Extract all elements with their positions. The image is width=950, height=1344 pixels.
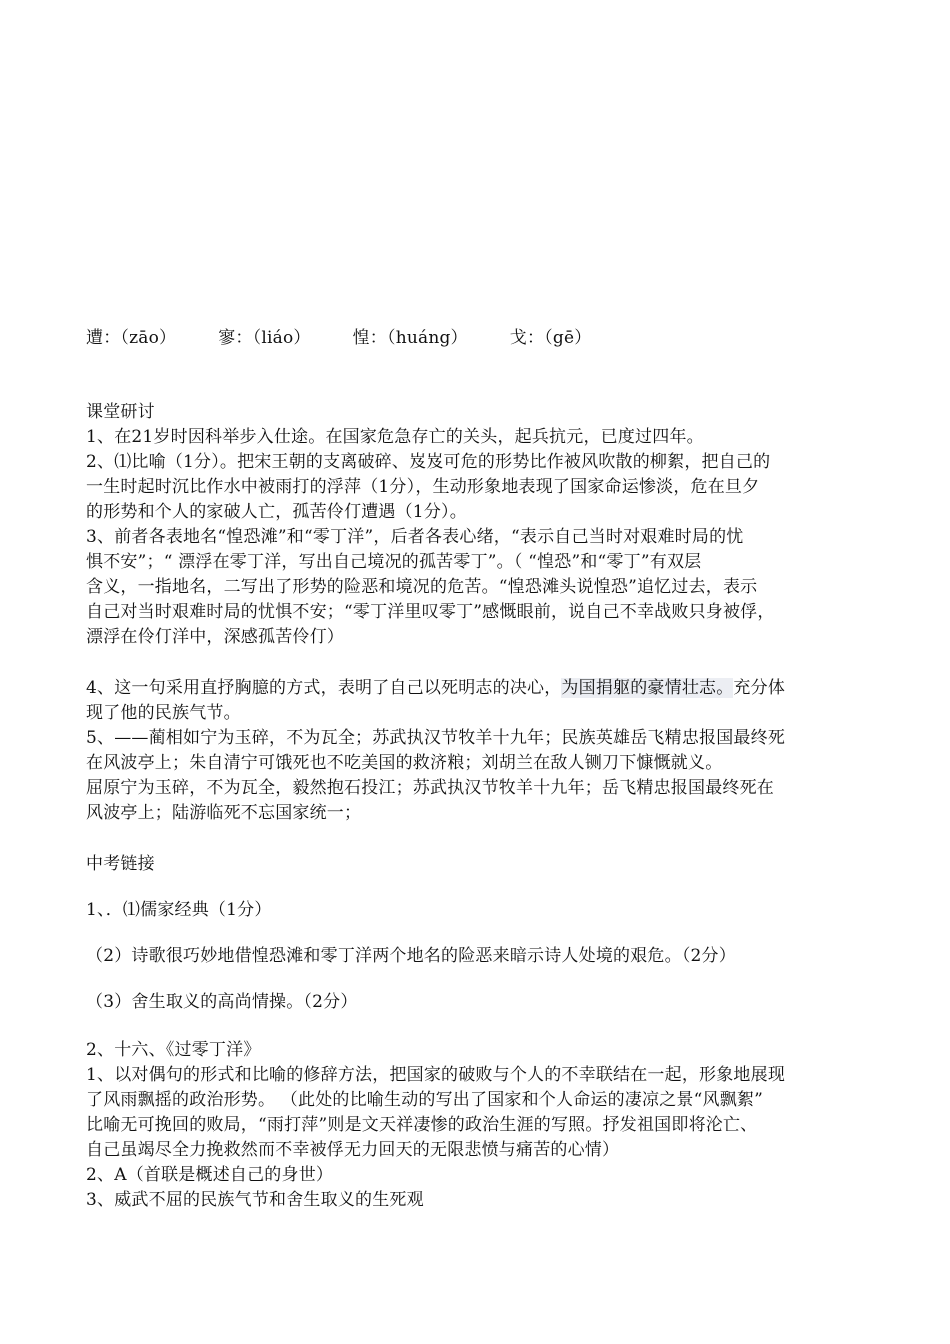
paragraph-line: 自己对当时艰难时局的忧惧不安；“零丁洋里叹零丁”感慨眼前，说自己不幸战败只身被俘，: [86, 602, 775, 622]
paragraph-line: 1、．⑴儒家经典（1分）: [86, 900, 272, 920]
paragraph-line: 2、十六、《过零丁洋》: [86, 1040, 261, 1060]
item4-text: 4、这一句采用直抒胸臆的方式，表明了自己以死明志的决心，: [86, 678, 562, 698]
paragraph-line: 屈原宁为玉碎，不为瓦全，毅然抱石投江；苏武执汉节牧羊十九年；岳飞精忠报国最终死在: [86, 778, 774, 798]
pinyin-item: 寥：（liáo）: [218, 328, 311, 348]
highlighted-text: 为国捐躯的豪情壮志。: [561, 678, 734, 698]
pinyin-item: 戈：（gē）: [509, 328, 592, 348]
paragraph-line: 2、⑴比喻（1分）。把宋王朝的支离破碎、岌岌可危的形势比作被风吹散的柳絮，把自己的: [86, 452, 771, 472]
paragraph-line: 1、以对偶句的形式和比喻的修辞方法，把国家的破败与个人的不幸联结在一起，形象地展现: [86, 1065, 786, 1085]
paragraph-line: 了风雨飘摇的政治形势。 （此处的比喻生动的写出了国家和个人命运的凄凉之景“风飘絮”: [86, 1090, 763, 1110]
paragraph-line: 1、在21岁时因科举步入仕途。在国家危急存亡的关头，起兵抗元，已度过四年。: [86, 427, 704, 447]
paragraph-line: 2、A（首联是概述自己的身世）: [86, 1165, 334, 1185]
paragraph-line: （2）诗歌很巧妙地借惶恐滩和零丁洋两个地名的险恶来暗示诗人处境的艰危。（2分）: [86, 946, 736, 966]
paragraph-line: 一生时起时沉比作水中被雨打的浮萍（1分），生动形象地表现了国家命运惨淡，危在旦夕: [86, 477, 760, 497]
paragraph-line: 的形势和个人的家破人亡，孤苦伶仃遭遇（1分）。: [86, 502, 467, 522]
paragraph-line-item4: [86, 676, 910, 700]
paragraph-line: （3）舍生取义的高尚情操。（2分）: [86, 992, 358, 1012]
paragraph-line: 自己虽竭尽全力挽救然而不幸被俘无力回天的无限悲愤与痛苦的心情）: [86, 1140, 620, 1160]
paragraph-line: 含义，一指地名，二写出了形势的险恶和境况的危苦。“惶恐滩头说惶恐”追忆过去，表示: [86, 577, 758, 597]
paragraph-line: 现了他的民族气节。: [86, 703, 241, 723]
pinyin-item: 惶：（huáng）: [352, 328, 468, 348]
paragraph-line: 惧不安”；“ 漂浮在零丁洋，写出自己境况的孤苦零丁”。（ “惶恐”和“零丁”有双层: [86, 552, 702, 572]
paragraph-line: 漂浮在伶仃洋中，深感孤苦伶仃）: [86, 627, 344, 647]
paragraph-line: 比喻无可挽回的败局，“雨打萍”则是文天祥凄惨的政治生涯的写照。抒发祖国即将沦亡、: [86, 1115, 758, 1135]
pinyin-row: [86, 326, 910, 350]
paragraph-line: 5、——蔺相如宁为玉碎，不为瓦全；苏武执汉节牧羊十九年；民族英雄岳飞精忠报国最终死: [86, 728, 786, 748]
paragraph-line: 3、前者各表地名“惶恐滩”和“零丁洋”，后者各表心绪，“表示自己当时对艰难时局的忧: [86, 527, 744, 547]
pinyin-item: 遭：（zāo）: [86, 328, 177, 348]
paragraph-line: 3、威武不屈的民族气节和舍生取义的生死观: [86, 1190, 424, 1210]
section-heading-classroom: 课堂研讨: [86, 402, 155, 422]
section-heading-exam: 中考链接: [86, 854, 155, 874]
paragraph-line: 在风波亭上；朱自清宁可饿死也不吃美国的救济粮；刘胡兰在敌人铡刀下慷慨就义。: [86, 753, 723, 773]
paragraph-line: 风波亭上；陆游临死不忘国家统一；: [86, 803, 362, 823]
item4-text-end: 充分体: [733, 678, 786, 698]
